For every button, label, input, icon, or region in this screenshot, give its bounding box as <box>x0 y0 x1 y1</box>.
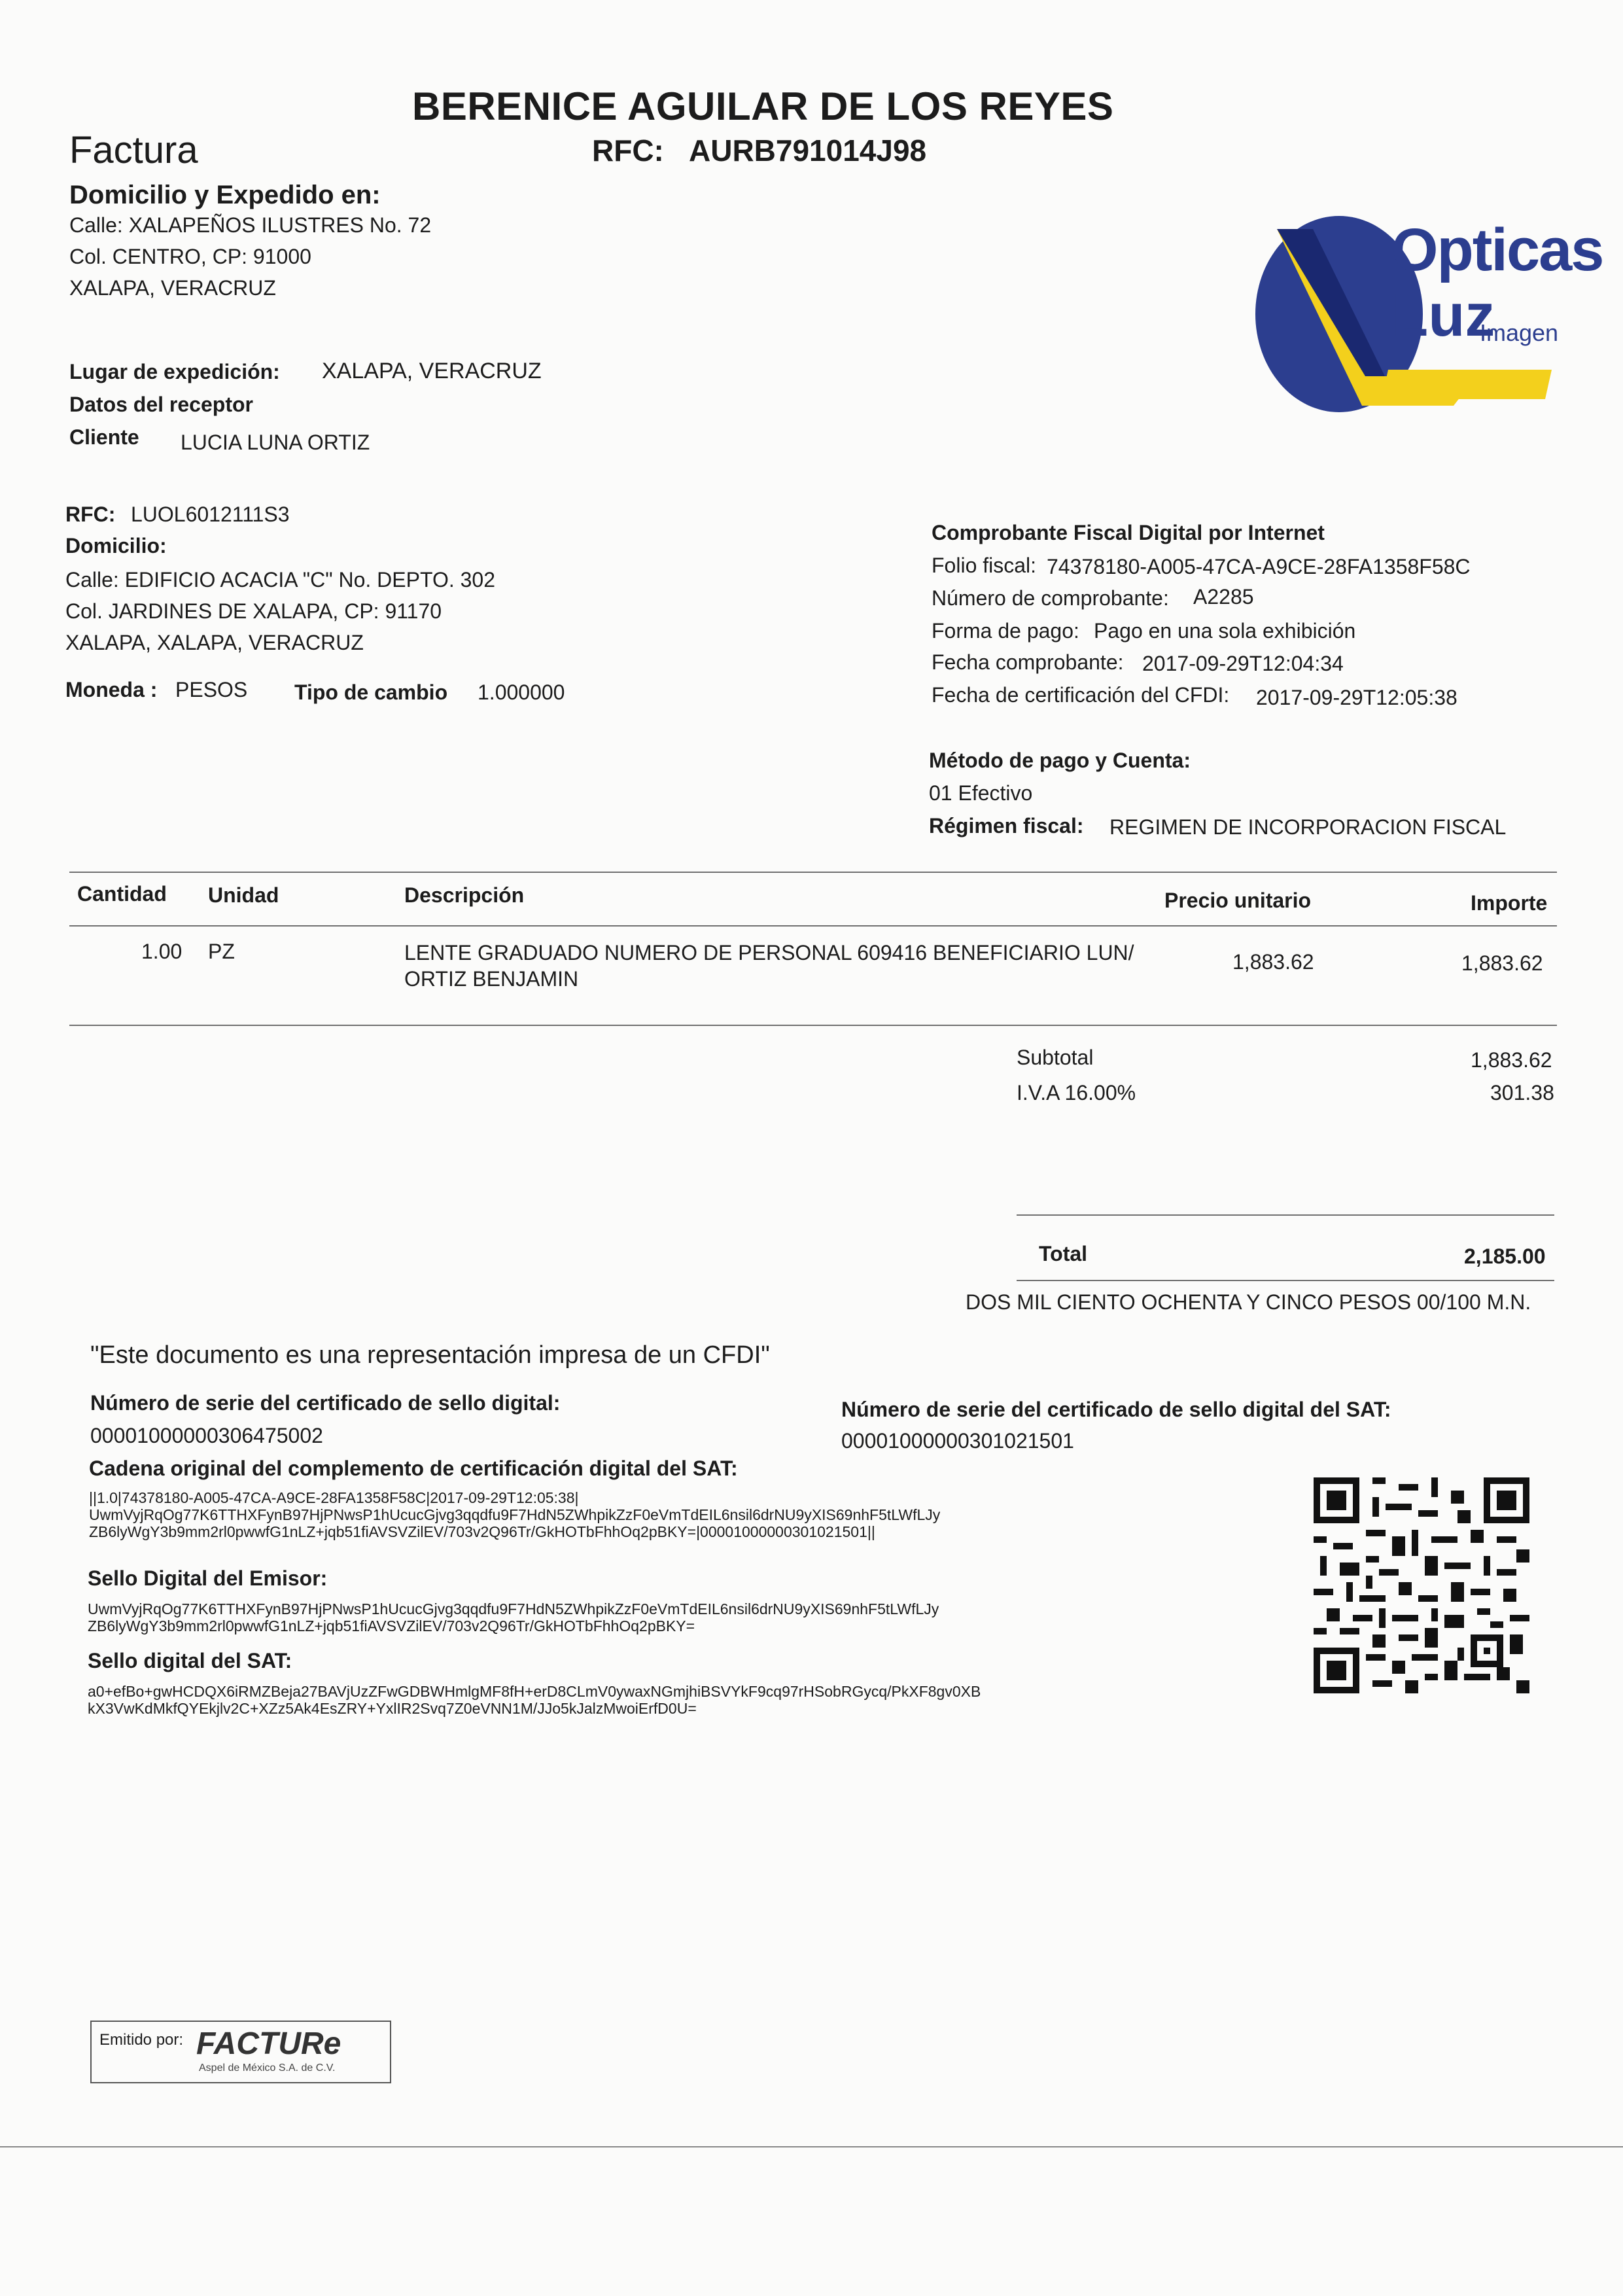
opticas-luz-logo <box>1251 209 1603 419</box>
qr-code-graphic <box>1314 1477 1529 1693</box>
numero-label: Número de comprobante: <box>932 586 1169 610</box>
receptor-rfc-label: RFC: <box>65 503 116 526</box>
cadena-line2: UwmVyjRqOg77K6TTHXFynB97HjPNwsP1hUcucGjvg3qqdfu9F7HdN5ZWhpikZzF0eVmTdEIL6nsil6drNU9yXIS69nhF5tLWfLJy <box>89 1506 941 1523</box>
cadena-line3: ZB6lyWgY3b9mm2rl0pwwfG1nLZ+jqb51fiAVSVZilEV/703v2Q96Tr/GkHOTbFhhOq2pBKY=|00001000000301021501|| <box>89 1523 875 1540</box>
sello-sat-label: Sello digital del SAT: <box>88 1649 292 1672</box>
col-cantidad: Cantidad <box>77 882 167 906</box>
col-unidad: Unidad <box>208 883 279 907</box>
row-descripcion-line1: LENTE GRADUADO NUMERO DE PERSONAL 609416 BENEFICIARIO LUN/ <box>404 941 1134 964</box>
cert-fecha-label: Fecha de certificación del CFDI: <box>932 683 1230 707</box>
subtotal-value: 1,883.62 <box>1471 1048 1552 1072</box>
domicilio-line1: Calle: XALAPEÑOS ILUSTRES No. 72 <box>69 213 432 237</box>
tipo-cambio-label: Tipo de cambio <box>294 680 448 704</box>
iva-label: I.V.A 16.00% <box>1017 1081 1136 1104</box>
total-value: 2,185.00 <box>1464 1245 1546 1268</box>
sello-sat-line2: kX3VwKdMkfQYEkjlv2C+XZz5Ak4EsZRY+YxlIR2Svq7Z0eVNN1M/JJo5kJalzMwoiErfD0U= <box>88 1700 697 1717</box>
cadena-label: Cadena original del complemento de certificación digital del SAT: <box>89 1457 738 1480</box>
receptor-domicilio-label: Domicilio: <box>65 534 167 557</box>
folio-label: Folio fiscal: <box>932 554 1037 577</box>
cert-sat-value: 00001000000301021501 <box>841 1429 1074 1453</box>
qr-code <box>1314 1477 1529 1693</box>
col-precio: Precio unitario <box>1164 889 1312 912</box>
totals-rule-1 <box>1017 1214 1554 1216</box>
sello-emisor-line2: ZB6lyWgY3b9mm2rl0pwwfG1nLZ+jqb51fiAVSVZilEV/703v2Q96Tr/GkHOTbFhhOq2pBKY= <box>88 1617 695 1634</box>
receptor-addr1: Calle: EDIFICIO ACACIA "C" No. DEPTO. 302 <box>65 568 495 592</box>
facture-brand: FACTURe <box>196 2026 341 2061</box>
logo-word-opticas: Opticas <box>1391 217 1603 283</box>
receptor-rfc: LUOL6012111S3 <box>131 503 290 526</box>
document-type: Factura <box>69 129 198 171</box>
regimen-value: REGIMEN DE INCORPORACION FISCAL <box>1109 815 1507 839</box>
cert-fecha-value: 2017-09-29T12:05:38 <box>1256 686 1457 709</box>
metodo-value: 01 Efectivo <box>929 781 1033 805</box>
regimen-label: Régimen fiscal: <box>929 814 1084 838</box>
cert-sat-label: Número de serie del certificado de sello digital del SAT: <box>841 1398 1391 1421</box>
subtotal-label: Subtotal <box>1017 1046 1094 1069</box>
cert-emisor-value: 00001000000306475002 <box>90 1424 323 1447</box>
forma-value: Pago en una sola exhibición <box>1094 619 1356 643</box>
page-bottom-rule <box>0 2146 1623 2147</box>
table-bottom-rule <box>69 1025 1557 1026</box>
forma-label: Forma de pago: <box>932 619 1079 643</box>
moneda-value: PESOS <box>175 678 248 701</box>
emitido-por-label: Emitido por: <box>99 2031 184 2049</box>
domicilio-line3: XALAPA, VERACRUZ <box>69 276 276 300</box>
receptor-addr3: XALAPA, XALAPA, VERACRUZ <box>65 631 364 654</box>
receptor-addr2: Col. JARDINES DE XALAPA, CP: 91170 <box>65 599 442 623</box>
col-descripcion: Descripción <box>404 883 525 907</box>
cliente-label: Cliente <box>69 425 139 449</box>
row-cantidad: 1.00 <box>141 940 183 963</box>
totals-rule-2 <box>1017 1280 1554 1281</box>
sello-emisor-line1: UwmVyjRqOg77K6TTHXFynB97HjPNwsP1hUcucGjvg3qqdfu9F7HdN5ZWhpikZzF0eVmTdEIL6nsil6drNU9yXIS69nhF5tLWfLJy <box>88 1600 939 1617</box>
cfdi-representation-note: "Este documento es una representación impresa de un CFDI" <box>90 1341 770 1369</box>
fecha-label: Fecha comprobante: <box>932 650 1124 674</box>
table-top-rule <box>69 872 1557 873</box>
lugar-value: XALAPA, VERACRUZ <box>322 359 542 383</box>
issuer-name: BERENICE AGUILAR DE LOS REYES <box>412 84 1114 128</box>
cert-emisor-label: Número de serie del certificado de sello digital: <box>90 1391 561 1415</box>
emitido-por-box <box>90 2021 391 2083</box>
cfdi-heading: Comprobante Fiscal Digital por Internet <box>932 521 1325 544</box>
issuer-rfc: AURB791014J98 <box>689 133 927 168</box>
col-importe: Importe <box>1471 891 1548 915</box>
lugar-label: Lugar de expedición: <box>69 360 280 383</box>
table-header-rule <box>69 925 1557 927</box>
row-precio: 1,883.62 <box>1232 950 1314 974</box>
moneda-label: Moneda : <box>65 678 158 701</box>
iva-value: 301.38 <box>1490 1081 1554 1104</box>
aspel-company: Aspel de México S.A. de C.V. <box>199 2062 336 2074</box>
sello-emisor-label: Sello Digital del Emisor: <box>88 1566 328 1590</box>
tipo-cambio-value: 1.000000 <box>478 680 565 704</box>
issuer-rfc-label: RFC: <box>592 133 664 168</box>
total-en-letra: DOS MIL CIENTO OCHENTA Y CINCO PESOS 00/100 M.N. <box>966 1290 1531 1314</box>
sello-sat-line1: a0+efBo+gwHCDQX6iRMZBeja27BAVjUzZFwGDBWHmlgMF8fH+erD8CLmV0ywaxNGmjhiBSVYkF9cq97rHSobRGycq/PkXF8gv0XB <box>88 1683 981 1700</box>
receptor-heading: Datos del receptor <box>69 393 253 416</box>
logo-word-luz: Luz <box>1391 282 1495 349</box>
cliente-value: LUCIA LUNA ORTIZ <box>181 431 370 454</box>
cadena-line1: ||1.0|74378180-A005-47CA-A9CE-28FA1358F58C|2017-09-29T12:05:38| <box>89 1489 579 1506</box>
row-descripcion-line2: ORTIZ BENJAMIN <box>404 967 579 991</box>
logo-word-imagen: Imagen <box>1480 319 1559 346</box>
metodo-label: Método de pago y Cuenta: <box>929 749 1191 772</box>
folio-value: 74378180-A005-47CA-A9CE-28FA1358F58C <box>1047 555 1471 578</box>
fecha-value: 2017-09-29T12:04:34 <box>1142 652 1344 675</box>
row-unidad: PZ <box>208 940 235 963</box>
numero-value: A2285 <box>1193 585 1254 609</box>
domicilio-heading: Domicilio y Expedido en: <box>69 181 381 209</box>
total-label: Total <box>1039 1242 1088 1265</box>
row-importe: 1,883.62 <box>1461 951 1543 975</box>
domicilio-line2: Col. CENTRO, CP: 91000 <box>69 245 311 268</box>
